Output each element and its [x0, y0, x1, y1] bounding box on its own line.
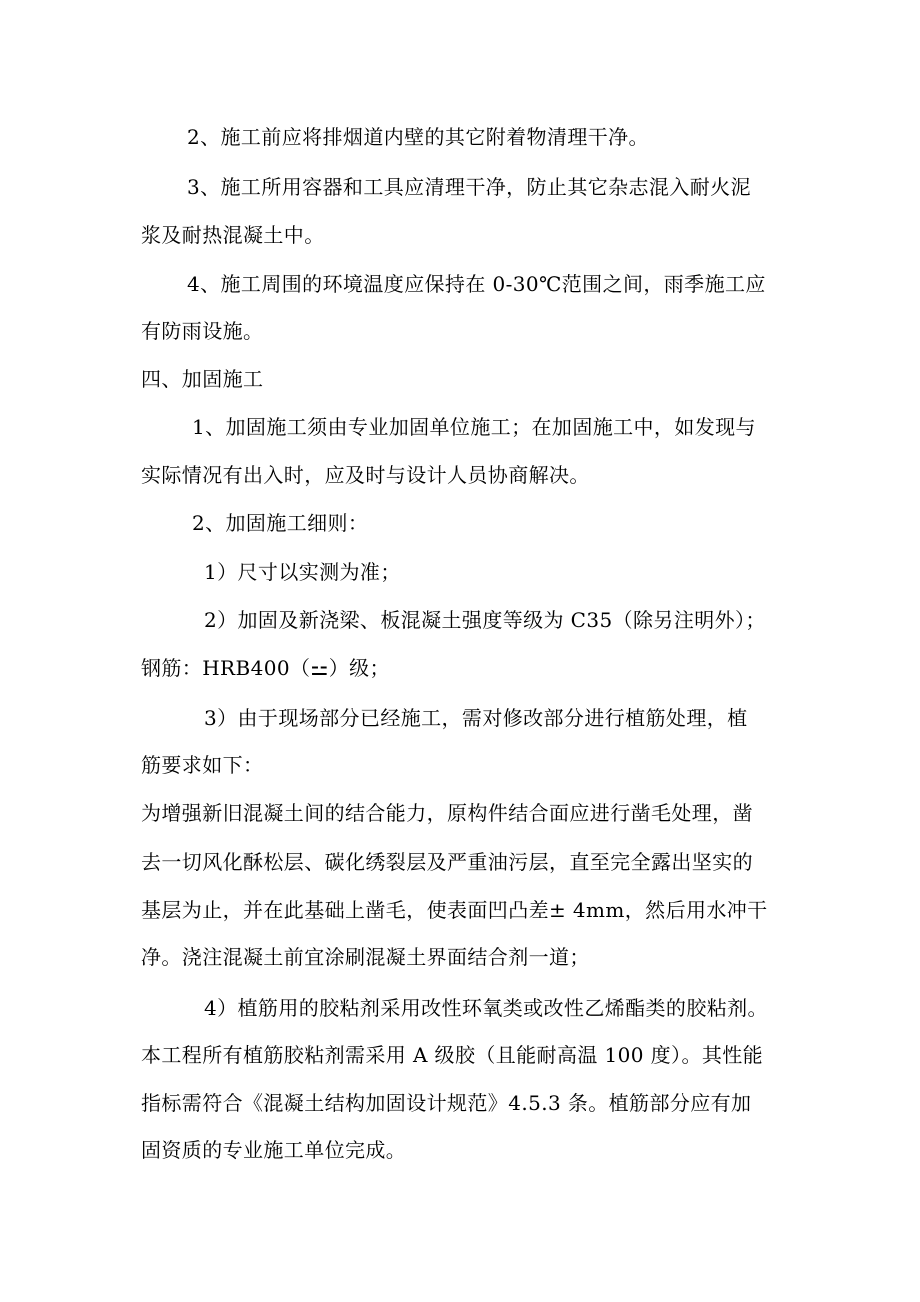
- text-line-1: 2、施工前应将排烟道内壁的其它附着物清理干净。: [187, 125, 649, 149]
- text-line-13: 3）由于现场部分已经施工，需对修改部分进行植筋处理，植: [204, 706, 748, 730]
- text-line-16: 去一切风化酥松层、碳化绣裂层及严重油污层，直至完全露出坚实的: [141, 850, 753, 874]
- text-line-12: 钢筋：HRB400（⚍）级；: [141, 656, 390, 680]
- section-heading: 四、加固施工: [141, 367, 264, 391]
- text-line-7: 1、加固施工须由专业加固单位施工；在加固施工中，如发现与: [192, 415, 756, 439]
- text-line-19: 4）植筋用的胶粘剂采用改性环氧类或改性乙烯酯类的胶粘剂。: [204, 996, 768, 1020]
- text-line-22: 固资质的专业施工单位完成。: [141, 1138, 407, 1162]
- text-line-3: 浆及耐热混凝土中。: [141, 223, 325, 247]
- text-line-10: 1）尺寸以实测为准；: [204, 560, 401, 584]
- text-line-5: 有防雨设施。: [141, 319, 264, 343]
- text-line-8: 实际情况有出入时，应及时与设计人员协商解决。: [141, 463, 590, 487]
- text-line-11: 2）加固及新浇梁、板混凝土强度等级为 C35（除另注明外）；: [204, 608, 766, 632]
- text-line-21: 指标需符合《混凝土结构加固设计规范》4.5.3 条。植筋部分应有加: [141, 1091, 752, 1115]
- text-line-2: 3、施工所用容器和工具应清理干净，防止其它杂志混入耐火泥: [187, 175, 751, 199]
- text-line-15: 为增强新旧混凝土间的结合能力，原构件结合面应进行凿毛处理，凿: [141, 801, 753, 825]
- text-line-18: 净。浇注混凝土前宜涂刷混凝土界面结合剂一道；: [141, 945, 590, 969]
- text-line-9: 2、加固施工细则：: [192, 511, 369, 535]
- text-line-4: 4、施工周围的环境温度应保持在 0-30℃范围之间，雨季施工应: [187, 272, 766, 296]
- text-line-20: 本工程所有植筋胶粘剂需采用 A 级胶（且能耐高温 100 度）。其性能: [141, 1043, 764, 1067]
- text-line-14: 筋要求如下：: [141, 753, 264, 777]
- text-line-17: 基层为止，并在此基础上凿毛，使表面凹凸差± 4mm，然后用水冲干: [141, 898, 768, 922]
